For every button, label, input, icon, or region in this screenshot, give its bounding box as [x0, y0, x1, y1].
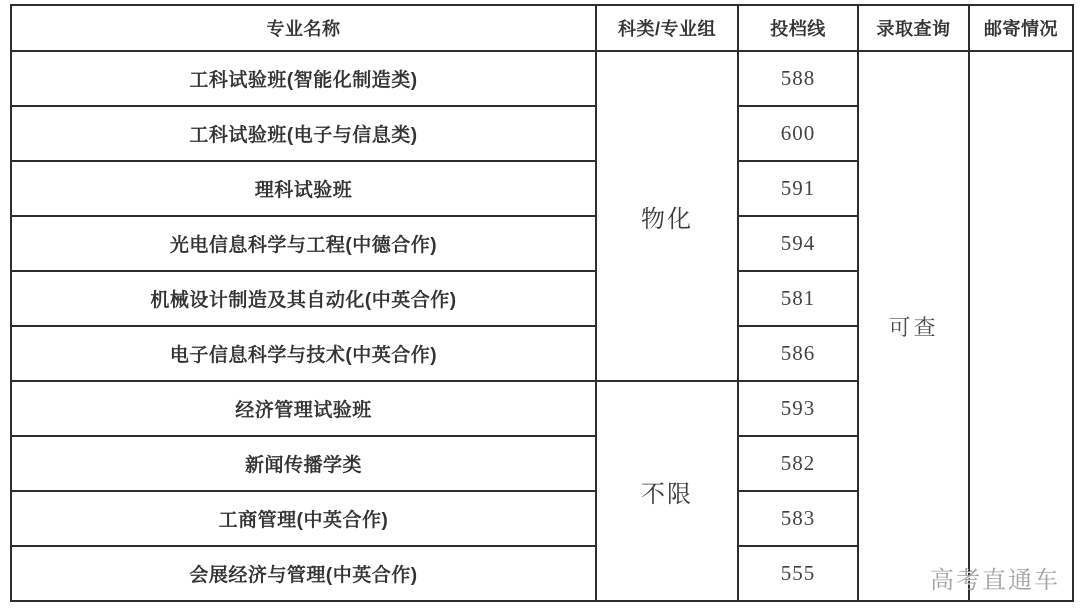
major-name: 电子信息科学与技术(中英合作) — [11, 326, 596, 381]
major-name: 经济管理试验班 — [11, 381, 596, 436]
admission-line-score: 591 — [738, 161, 858, 216]
major-name: 工科试验班(智能化制造类) — [11, 51, 596, 106]
admission-score-table — [10, 4, 1074, 602]
subject-group-wuhua: 物化 — [596, 51, 738, 381]
header-subject-group: 科类/专业组 — [596, 5, 738, 51]
admission-line-score: 581 — [738, 271, 858, 326]
mailing-status — [969, 51, 1073, 601]
major-name: 理科试验班 — [11, 161, 596, 216]
table-row — [11, 51, 1073, 106]
admission-line-score: 600 — [738, 106, 858, 161]
admission-line-score: 582 — [738, 436, 858, 491]
header-mailing-status: 邮寄情况 — [969, 5, 1073, 51]
major-name: 机械设计制造及其自动化(中英合作) — [11, 271, 596, 326]
header-major-name: 专业名称 — [11, 5, 596, 51]
admission-line-score: 593 — [738, 381, 858, 436]
admission-line-score: 583 — [738, 491, 858, 546]
admission-line-score: 555 — [738, 546, 858, 601]
subject-group-buxian: 不限 — [596, 381, 738, 601]
header-admission-query: 录取查询 — [858, 5, 969, 51]
major-name: 工科试验班(电子与信息类) — [11, 106, 596, 161]
admission-line-score: 586 — [738, 326, 858, 381]
major-name: 工商管理(中英合作) — [11, 491, 596, 546]
admission-line-score: 594 — [738, 216, 858, 271]
watermark-gaokao-zhitongche: 高考直通车 — [930, 567, 1060, 594]
header-admission-line: 投档线 — [738, 5, 858, 51]
major-name: 光电信息科学与工程(中德合作) — [11, 216, 596, 271]
admission-query-status: 可查 — [858, 51, 969, 601]
major-name: 会展经济与管理(中英合作) — [11, 546, 596, 601]
major-name: 新闻传播学类 — [11, 436, 596, 491]
header-row — [11, 5, 1073, 51]
admission-line-score: 588 — [738, 51, 858, 106]
